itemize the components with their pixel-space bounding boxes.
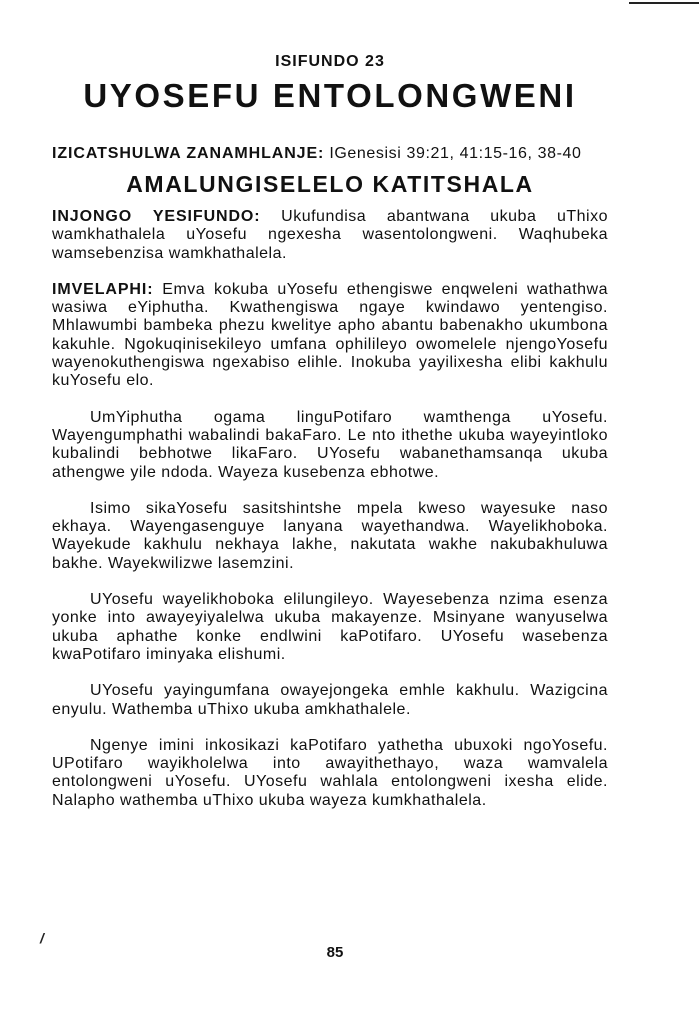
document-page <box>52 52 608 810</box>
lesson-number: ISIFUNDO 23 <box>275 53 385 70</box>
stray-pen-mark: / <box>40 930 44 946</box>
scripture-text: IGenesisi 39:21, 41:15-16, 38-40 <box>329 145 582 162</box>
page-edge-line <box>629 2 699 4</box>
body-paragraph: Isimo sikaYosefu sasitshintshe mpela kweso wayesuke naso ekhaya. Wayengasenguye lanyana wayethandwa. Wayelikhoboka. Wayekude kakhulu nekhaya lakhe, nakutata wakhe nakubakhuluwa bakhe. Wayekwilizwe lasemzini. <box>52 499 608 572</box>
lesson-title: UYOSEFU ENTOLONGWENI <box>83 77 577 114</box>
scripture-references <box>52 144 608 163</box>
background-label: IMVELAPHI: <box>52 280 154 298</box>
scripture-label: IZICATSHULWA ZANAMHLANJE: <box>52 145 325 162</box>
aim-label: INJONGO YESIFUNDO: <box>52 208 261 225</box>
aim-text: Ukufundisa abantwana ukuba uThixo wamkhathalela uYosefu ngexesha wasentolongweni. Waqhubeka wamsebenzisa wamkhathalela. <box>52 208 608 262</box>
page-number: 85 <box>326 944 344 961</box>
body-paragraph: UYosefu yayingumfana owayejongeka emhle kakhulu. Wazigcina enyulu. Wathemba uThixo ukuba amkhathalele. <box>52 682 608 718</box>
body-paragraph: UYosefu wayelikhoboka elilungileyo. Wayesebenza nzima esenza yonke into awayeyiyalelwa ukuba makayenze. Msinyane wanyuselwa ukuba aphathe konke endlwini kaPotifaro. UYosefu wasebenza kwaPotifaro iminyaka elishumi. <box>52 591 608 663</box>
aim-paragraph <box>52 208 608 263</box>
body-paragraph: Ngenye imini inkosikazi kaPotifaro yathetha ubuxoki ngoYosefu. UPotifaro wayikholelwa into awayithethayo, waza wamvalela entolongweni uYosefu. UYosefu wahlala entolongweni ixesha elide. Nalapho wathemba uThixo ukuba wayeza kumkhathalela. <box>52 736 608 809</box>
background-text: Emva kokuba uYosefu ethengiswe enqweleni wathathwa wasiwa eYiphutha. Kwathengiswa ngaye kwindawo yentengiso. Mhlawumbi bambeka phezu kwelitye apho abantu babenakho ukumbona kakuhle. Ngokuqinisekileyo umfana ophilileyo owomelele njengoYosefu wayenokuthengiswa ngexabiso elihle. Inokuba yayilixesha elibi kakhulu kuYosefu elo. <box>52 280 609 390</box>
body-paragraph: UmYiphutha ogama linguPotifaro wamthenga uYosefu. Wayengumphathi wabalindi bakaFaro. Le nto ithethe ukuba wayeyintloko kubalindi bebhotwe likaFaro. UYosefu wabanethamsanqa ukuba athengwe yile ndoda. Wayeza kusebenza ebhotwe. <box>52 408 608 481</box>
section-heading: AMALUNGISELELO KATITSHALA <box>126 171 534 197</box>
background-paragraph <box>52 281 608 391</box>
